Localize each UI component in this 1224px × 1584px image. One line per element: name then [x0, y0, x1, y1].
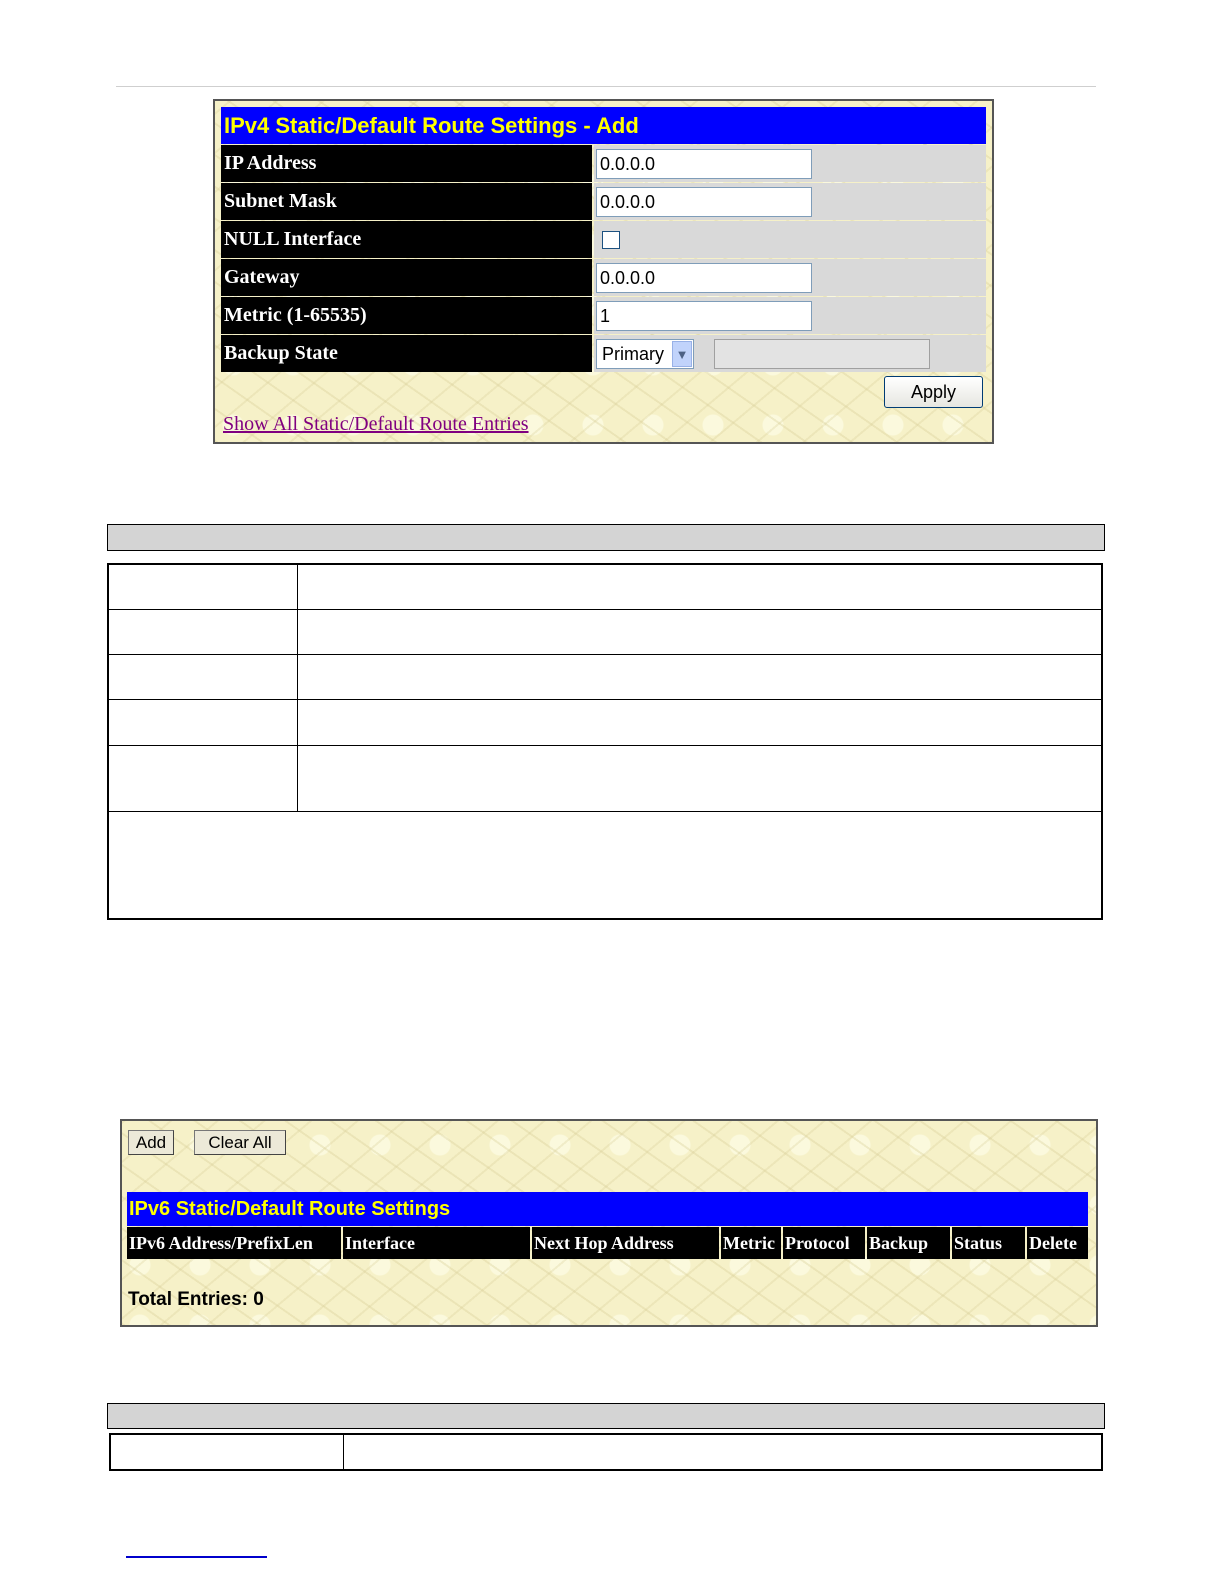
metric-label: Metric (1-65535) — [221, 297, 592, 334]
column-header: Next Hop Address — [532, 1227, 719, 1259]
table-row — [109, 746, 1101, 812]
apply-button[interactable]: Apply — [884, 376, 983, 408]
footer-link-underline — [126, 1556, 267, 1558]
backup-state-select[interactable] — [596, 339, 694, 369]
null-interface-checkbox[interactable] — [602, 231, 620, 249]
description-table-header — [107, 1403, 1105, 1429]
page-header-rule — [116, 86, 1096, 87]
backup-state-disabled-input — [714, 339, 930, 369]
column-header: Delete — [1027, 1227, 1088, 1259]
ipv4-route-add-panel — [213, 99, 994, 444]
ipv6-panel-title: IPv6 Static/Default Route Settings — [127, 1192, 1088, 1226]
ipv4-panel-title: IPv4 Static/Default Route Settings - Add — [221, 107, 986, 144]
backup-state-row — [221, 335, 986, 372]
gateway-label: Gateway — [221, 259, 592, 296]
column-header: Interface — [343, 1227, 530, 1259]
description-table — [109, 1433, 1103, 1471]
clear-all-button[interactable]: Clear All — [194, 1130, 286, 1155]
backup-state-label: Backup State — [221, 335, 592, 372]
chevron-down-icon[interactable]: ▼ — [672, 341, 692, 367]
ip-address-row — [221, 145, 986, 182]
null-interface-label: NULL Interface — [221, 221, 592, 258]
ip-address-label: IP Address — [221, 145, 592, 182]
show-all-entries-link[interactable]: Show All Static/Default Route Entries — [223, 413, 529, 435]
subnet-mask-input[interactable]: 0.0.0.0 — [596, 187, 812, 217]
subnet-mask-label: Subnet Mask — [221, 183, 592, 220]
subnet-mask-row — [221, 183, 986, 220]
gateway-row — [221, 259, 986, 296]
table-row — [111, 1435, 1101, 1469]
table-row — [109, 565, 1101, 610]
column-header: Metric — [721, 1227, 781, 1259]
column-header: IPv6 Address/PrefixLen — [127, 1227, 341, 1259]
metric-input[interactable]: 1 — [596, 301, 812, 331]
metric-row — [221, 297, 986, 334]
column-header: Status — [952, 1227, 1025, 1259]
column-header: Backup — [867, 1227, 950, 1259]
table-row — [109, 700, 1101, 746]
total-entries-label: Total Entries: 0 — [128, 1289, 264, 1310]
ip-address-input[interactable]: 0.0.0.0 — [596, 149, 812, 179]
column-header: Protocol — [783, 1227, 865, 1259]
ipv6-route-panel — [120, 1119, 1098, 1327]
add-button[interactable]: Add — [128, 1130, 174, 1155]
ipv4-panel-footer — [215, 373, 992, 442]
description-table-header — [107, 524, 1105, 551]
table-row — [109, 655, 1101, 700]
null-interface-row — [221, 221, 986, 258]
ipv6-table-header — [127, 1227, 1088, 1259]
gateway-input[interactable]: 0.0.0.0 — [596, 263, 812, 293]
table-row — [109, 610, 1101, 655]
backup-state-selected: Primary — [602, 343, 664, 364]
description-table — [107, 563, 1103, 920]
